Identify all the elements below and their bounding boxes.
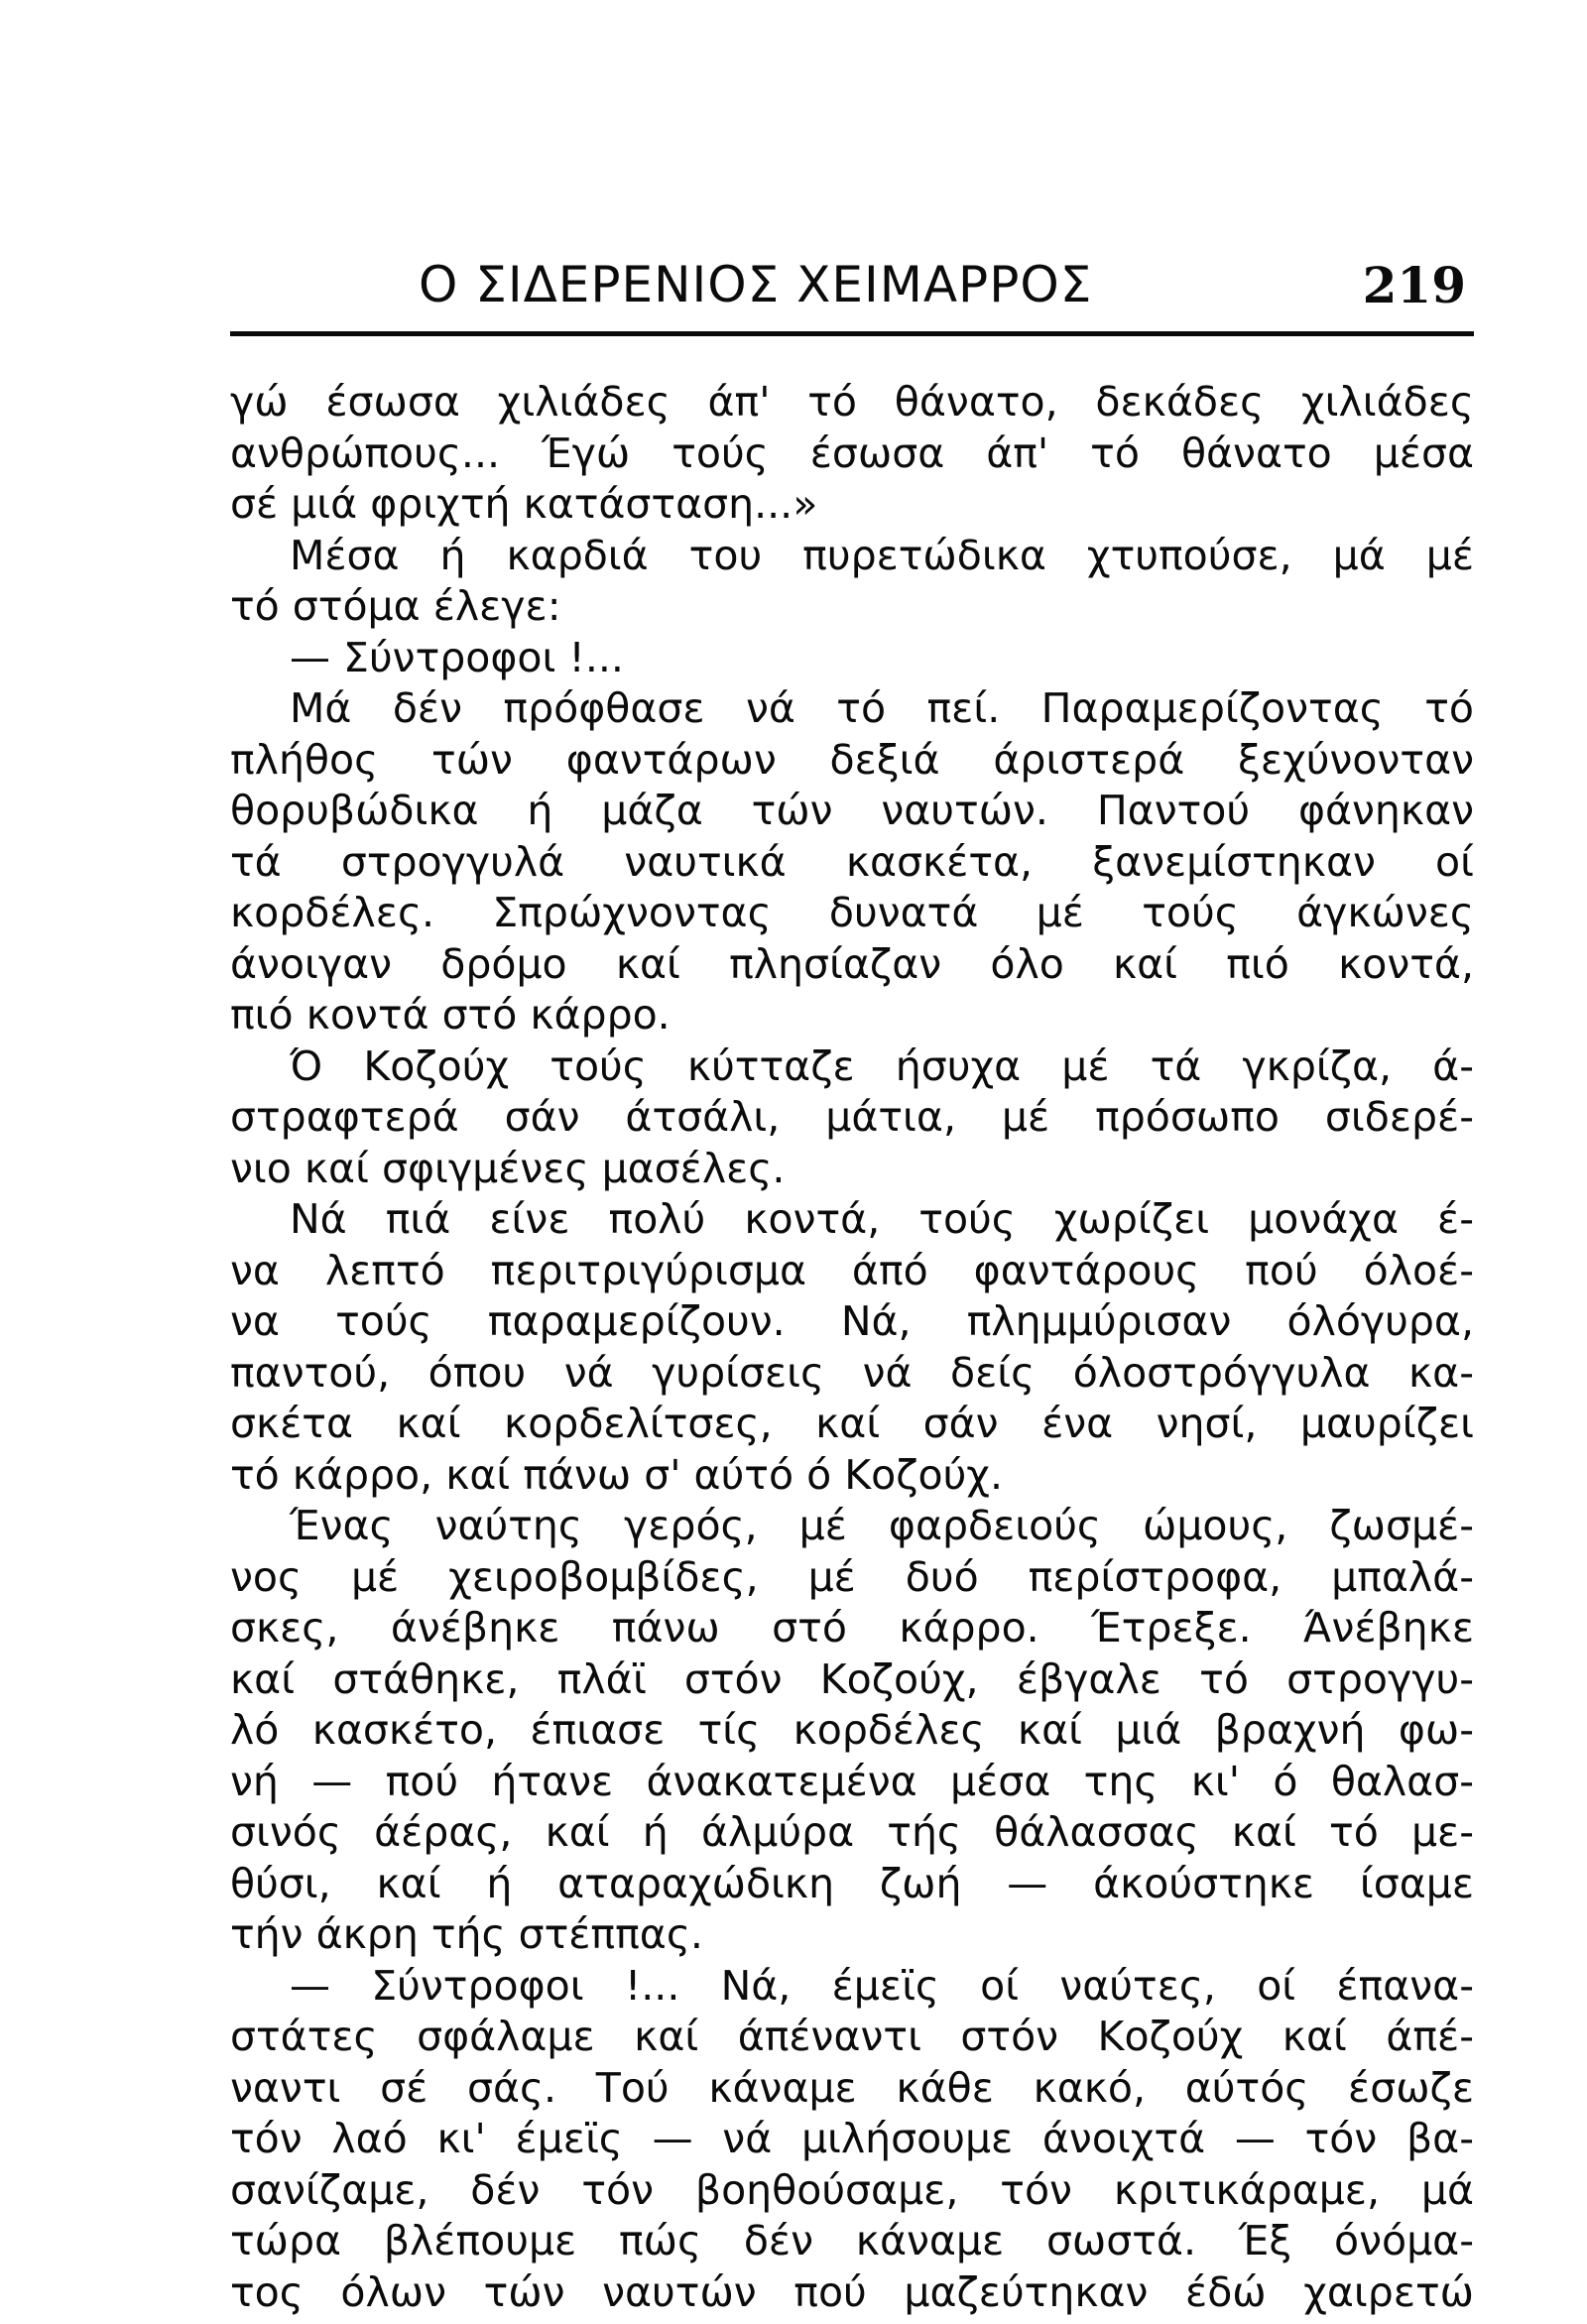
text-line: σανίζαμε, δέν τόν βοηθούσαμε, τόν κριτικάραμε, μά: [230, 2165, 1474, 2214]
text-line: τήν άκρη τής στέππας.: [230, 1910, 703, 1958]
text-line: νος μέ χειροβομβίδες, μέ δυό περίστροφα, μπαλά-: [230, 1552, 1474, 1601]
body-text: [230, 377, 1474, 2318]
text-line: να τούς παραμερίζουν. Νά, πλημμύρισαν όλόγυρα,: [230, 1297, 1474, 1345]
text-line: τόν λαό κι' έμεϊς — νά μιλήσουμε άνοιχτά — τόν βα-: [230, 2115, 1474, 2162]
text-line: Νά πιά είνε πολύ κοντά, τούς χωρίζει μονάχα έ-: [290, 1195, 1474, 1243]
running-header: [230, 250, 1474, 329]
text-line: τά στρογγυλά ναυτικά κασκέτα, ξανεμίστηκαν οί: [230, 837, 1474, 886]
text-line: νή — πού ήτανε άνακατεμένα μέσα της κι' ό θαλασ-: [230, 1757, 1474, 1805]
text-line: νιο καί σφιγμένες μασέλες.: [230, 1144, 786, 1192]
text-line: σκέτα καί κορδελίτσες, καί σάν ένα νησί, μαυρίζει: [230, 1400, 1474, 1447]
header-rule: [230, 331, 1474, 336]
text-line: σινός άέρας, καί ή άλμύρα τής θάλασσας καί τό με-: [230, 1808, 1474, 1856]
text-line: Μά δέν πρόφθασε νά τό πεί. Παραμερίζοντας τό: [290, 684, 1474, 732]
text-line: θορυβώδικα ή μάζα τών ναυτών. Παντού φάνηκαν: [230, 787, 1474, 834]
page-number: 219: [1362, 256, 1466, 314]
text-line: καί στάθηκε, πλάϊ στόν Κοζούχ, έβγαλε τό στρογγυ-: [230, 1654, 1474, 1703]
text-line: πιό κοντά στό κάρρο.: [230, 991, 671, 1039]
text-line: στάτες σφάλαμε καί άπέναντι στόν Κοζούχ καί άπέ-: [230, 2013, 1474, 2060]
text-line: σκες, άνέβηκε πάνω στό κάρρο. Έτρεξε. Άνέβηκε: [230, 1604, 1474, 1651]
chapter-title: Ο ΣΙΔΕΡΕΝΙΟΣ ΧΕΙΜΑΡΡΟΣ: [419, 256, 1093, 313]
text-line: θύσι, καί ή αταραχώδικη ζωή — άκούστηκε ίσαμε: [230, 1859, 1474, 1907]
text-line: παντού, όπου νά γυρίσεις νά δείς όλοστρόγγυλα κα-: [230, 1348, 1474, 1397]
book-page: [230, 250, 1474, 2316]
text-line: Ένας ναύτης γερός, μέ φαρδειούς ώμους, ζωσμέ-: [290, 1502, 1474, 1549]
text-line: γώ έσωσα χιλιάδες άπ' τό θάνατο, δεκάδες χιλιάδες: [230, 378, 1474, 426]
text-line: — Σύντροφοι !... Νά, έμεϊς οί ναύτες, οί έπανα-: [290, 1961, 1474, 2010]
text-line: τό κάρρο, καί πάνω σ' αύτό ό Κοζούχ.: [230, 1450, 1004, 1499]
text-line: — Σύντροφοι !...: [290, 633, 624, 681]
text-line: στραφτερά σάν άτσάλι, μάτια, μέ πρόσωπο σιδερέ-: [230, 1093, 1474, 1141]
text-line: τος όλων τών ναυτών πού μαζεύτηκαν έδώ χαιρετώ: [230, 2267, 1474, 2316]
text-line: ανθρώπους... Έγώ τούς έσωσα άπ' τό θάνατο μέσα: [230, 428, 1474, 477]
text-line: άνοιγαν δρόμο καί πλησίαζαν όλο καί πιό κοντά,: [230, 939, 1474, 988]
text-line: λό κασκέτο, έπιασε τίς κορδέλες καί μιά βραχνή φω-: [230, 1706, 1474, 1754]
text-line: Ό Κοζούχ τούς κύτταζε ήσυχα μέ τά γκρίζα, ά-: [290, 1041, 1474, 1090]
text-line: πλήθος τών φαντάρων δεξιά άριστερά ξεχύνονταν: [230, 735, 1474, 784]
text-line: κορδέλες. Σπρώχνοντας δυνατά μέ τούς άγκώνες: [230, 889, 1474, 936]
text-line: τώρα βλέπουμε πώς δέν κάναμε σωστά. Έξ όνόμα-: [230, 2217, 1474, 2264]
text-line: ναντι σέ σάς. Τού κάναμε κάθε κακό, αύτός έσωζε: [230, 2063, 1474, 2112]
text-line: να λεπτό περιτριγύρισμα άπό φαντάρους πού όλοέ-: [230, 1246, 1474, 1294]
text-line: Μέσα ή καρδιά του πυρετώδικα χτυπούσε, μά μέ: [290, 531, 1474, 579]
text-line: τό στόμα έλεγε:: [230, 582, 561, 630]
text-line: σέ μιά φριχτή κατάσταση...»: [230, 480, 818, 528]
